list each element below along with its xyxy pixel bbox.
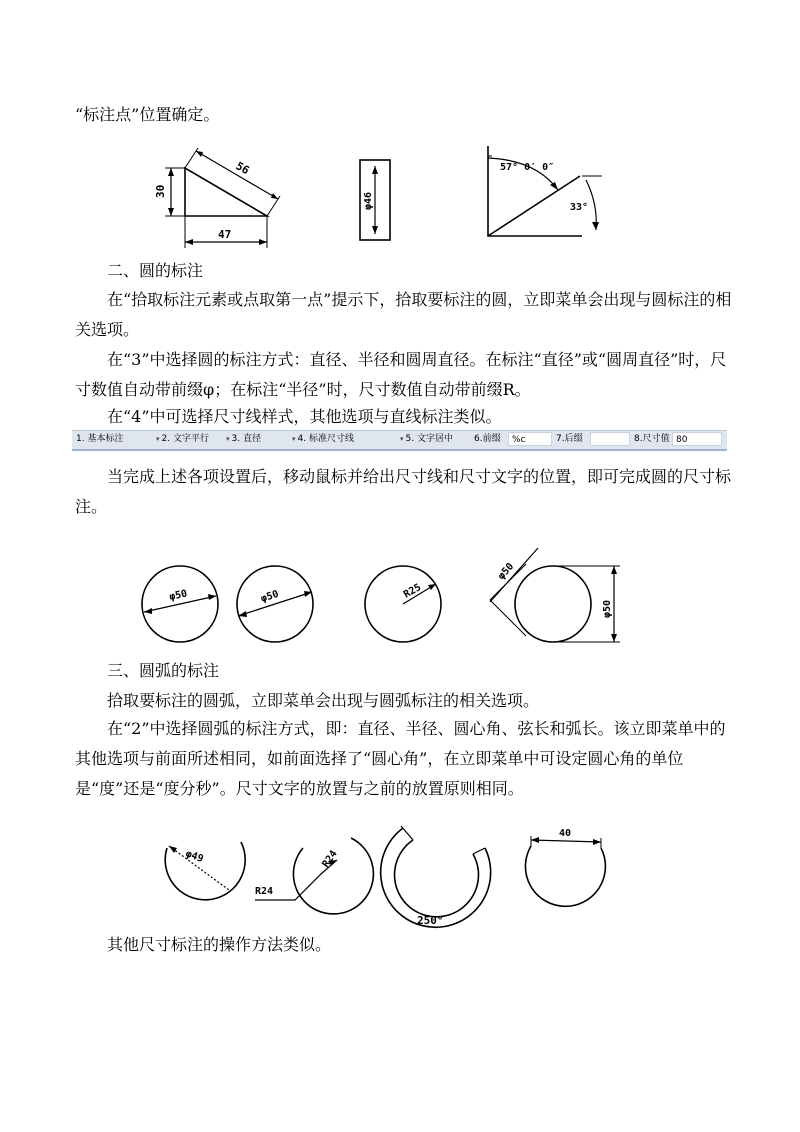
circle-4-vertical-label: φ50 xyxy=(602,599,613,618)
menu-item-text-parallel[interactable] xyxy=(156,433,209,446)
arc-dimension-drawing xyxy=(155,818,625,930)
dropdown-arrow-icon: ▾ xyxy=(292,435,296,443)
circle-4-slant-label: φ50 xyxy=(496,561,517,583)
figure-circle-dimensions xyxy=(140,540,640,656)
para-circle-finish: 当完成上述各项设置后，移动鼠标并给出尺寸线和尺寸文字的位置，即可完成圆的尺寸标注。 xyxy=(75,467,732,516)
para-circle-style: 在“4”中可选择尺寸线样式，其他选项与直线标注类似。 xyxy=(107,407,502,426)
para-other-dimensions: 其他尺寸标注的操作方法类似。 xyxy=(107,935,332,954)
menu-item-5-label: 5. 文字居中 xyxy=(405,434,453,444)
circle-2-label: φ50 xyxy=(259,588,281,605)
dropdown-arrow-icon: ▾ xyxy=(400,435,404,443)
arc-1-label: φ49 xyxy=(183,848,205,865)
dim-label-30: 30 xyxy=(154,184,167,198)
suffix-label: 7.后缀 xyxy=(556,434,583,444)
menu-item-2-label: 2. 文字平行 xyxy=(161,434,209,444)
dropdown-arrow-icon: ▾ xyxy=(226,435,230,443)
prefix-label: 6.前缀 xyxy=(474,434,501,444)
dimension-value-input[interactable]: 80 xyxy=(672,432,722,446)
menu-item-3-label: 3. 直径 xyxy=(231,434,261,444)
dim-label-phi46: φ46 xyxy=(363,191,374,210)
arc-2-outer-label: R24 xyxy=(320,848,340,870)
menu-item-basic-dimension[interactable] xyxy=(76,433,123,446)
angle-label-57: 57° 0′ 0″ xyxy=(500,162,555,173)
para-arc-pick: 拾取要标注的圆弧，立即菜单会出现与圆弧标注的相关选项。 xyxy=(107,691,540,710)
circle-dimension-drawing xyxy=(140,540,640,652)
dim-label-56: 56 xyxy=(233,159,252,178)
prefix-input[interactable]: %c xyxy=(508,432,552,446)
para-arc-mode: 在“2”中选择圆弧的标注方式，即：直径、半径、圆心角、弦长和弧长。该立即菜单中的其他选项与前面所述相同，如前面选择了“圆心角”，在立即菜单中可设定圆心角的单位是“度”还是“度分秒”。尺寸文字的放置与之前的放置原则相同。 xyxy=(75,719,726,798)
section-heading-circle: 二、圆的标注 xyxy=(107,261,204,280)
arc-4-label: 40 xyxy=(559,828,572,839)
para-label-point: “标注点”位置确定。 xyxy=(75,105,220,124)
menu-item-4-label: 4. 标准尺寸线 xyxy=(297,434,354,444)
circle-3-label: R25 xyxy=(402,582,424,601)
menu-item-standard-dimline[interactable] xyxy=(292,433,354,446)
figure-arc-dimensions xyxy=(155,818,625,934)
menu-item-1-label: 1. 基本标注 xyxy=(76,434,124,444)
angle-label-33: 33° xyxy=(570,202,589,213)
dropdown-arrow-icon: ▾ xyxy=(156,435,160,443)
section-heading-arc: 三、圆弧的标注 xyxy=(107,661,220,680)
menu-item-text-center[interactable] xyxy=(400,433,453,446)
dim-label-47: 47 xyxy=(218,228,232,241)
arc-3-angle-label: 250° xyxy=(417,914,444,927)
para-circle-pick: 在“拾取标注元素或点取第一点”提示下，拾取要标注的圆，立即菜单会出现与圆标注的相关选项。 xyxy=(75,290,732,339)
para-circle-mode: 在“3”中选择圆的标注方式：直径、半径和圆周直径。在标注“直径”或“圆周直径”时，尺寸数值自动带前缀φ；在标注“半径”时，尺寸数值自动带前缀R。 xyxy=(75,350,727,399)
circle-1-label: φ50 xyxy=(168,588,189,603)
arc-2-inner-label: R24 xyxy=(255,886,274,897)
figure-linear-dimensions xyxy=(140,138,620,257)
dimension-value-label: 8.尺寸值 xyxy=(634,434,670,444)
linear-dimension-drawing xyxy=(140,138,620,253)
menu-item-diameter[interactable] xyxy=(226,433,261,446)
immediate-menu-toolbar xyxy=(72,430,727,451)
suffix-input[interactable] xyxy=(590,432,630,446)
